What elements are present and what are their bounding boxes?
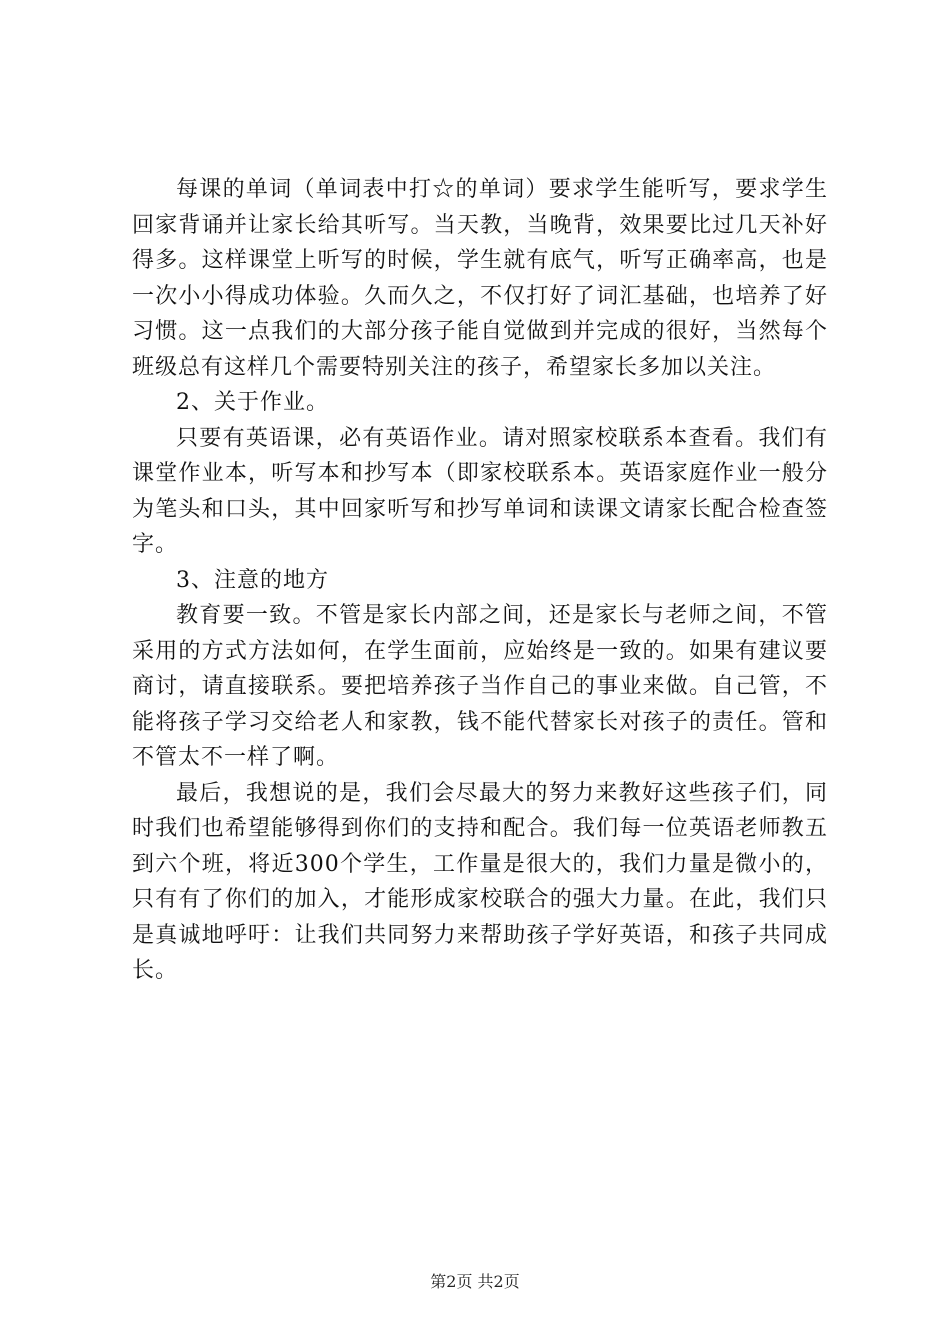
paragraph-closing-appeal: 最后，我想说的是，我们会尽最大的努力来教好这些孩子们，同时我们也希望能够得到你们的支持和配合。我们每一位英语老师教五到六个班，将近300个学生，工作量是很大的，我们力量是微小的，只有有了你们的加入，才能形成家校联合的强大力量。在此，我们只是真诚地呼吁：让我们共同努力来帮助孩子学好英语，和孩子共同成长。 (132, 780, 828, 983)
paragraph-vocabulary-dictation: 每课的单词（单词表中打☆的单词）要求学生能听写，要求学生回家背诵并让家长给其听写。当天教，当晚背，效果要比过几天补好得多。这样课堂上听写的时候，学生就有底气，听写正确率高，也是一次小小得成功体验。久而久之，不仅打好了词汇基础，也培养了好习惯。这一点我们的大部分孩子能自觉做到并完成的很好，当然每个班级总有这样几个需要特别关注的孩子，希望家长多加以关注。 (132, 177, 828, 380)
page-number-footer: 第2页 共2页 (430, 1272, 520, 1291)
heading-notes: 3、注意的地方 (176, 567, 329, 593)
paragraph-consistent-education: 教育要一致。不管是家长内部之间，还是家长与老师之间，不管采用的方式方法如何，在学生面前，应始终是一致的。如果有建议要商讨，请直接联系。要把培养孩子当作自己的事业来做。自己管，不能将孩子学习交给老人和家教，钱不能代替家长对孩子的责任。管和不管太不一样了啊。 (132, 603, 828, 770)
document-body (132, 172, 828, 989)
heading-homework: 2、关于作业。 (176, 390, 329, 415)
paragraph-homework: 只要有英语课，必有英语作业。请对照家校联系本查看。我们有课堂作业本，听写本和抄写本（即家校联系本。英语家庭作业一般分为笔头和口头，其中回家听写和抄写单词和读课文请家长配合检查签字。 (132, 425, 828, 557)
